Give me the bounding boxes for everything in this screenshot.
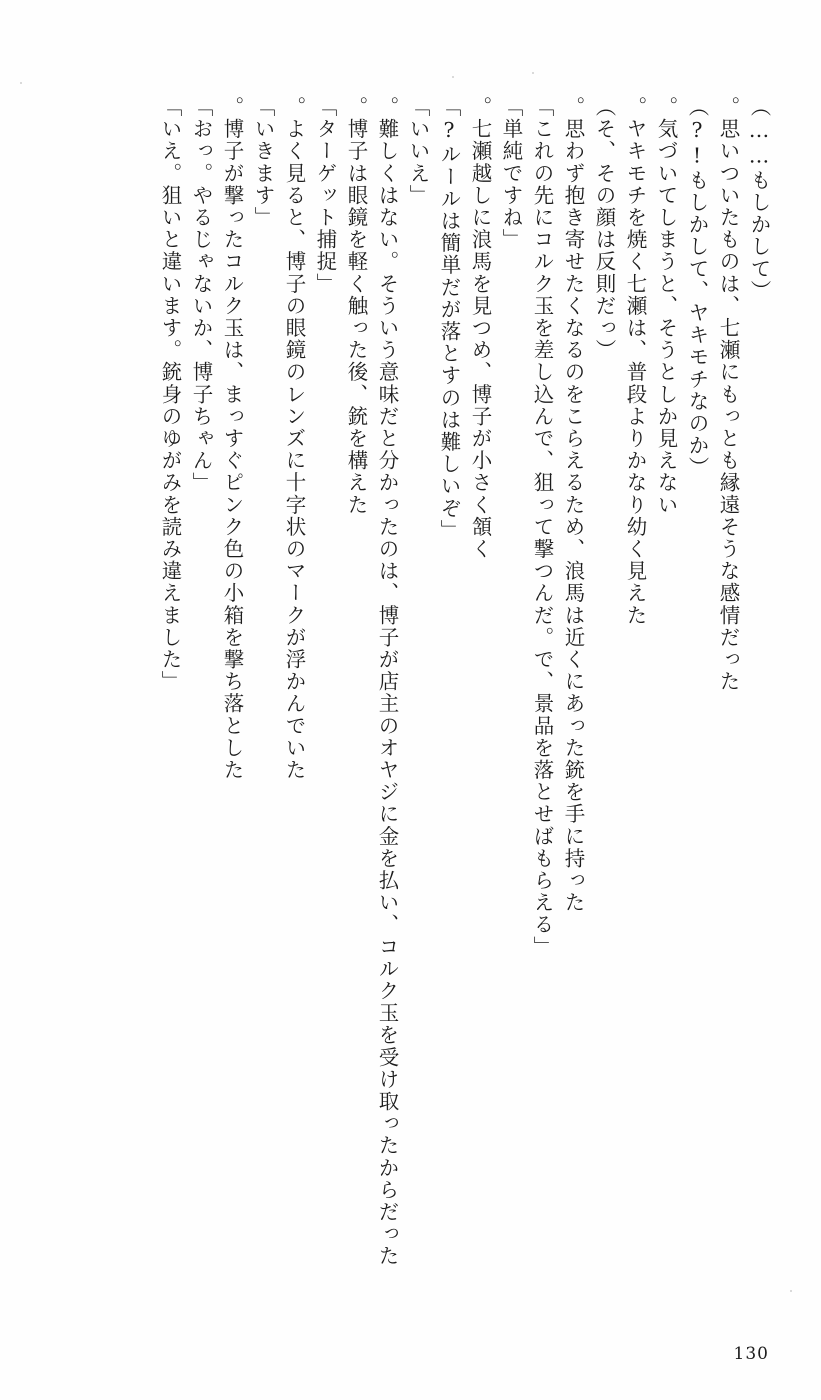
paper-speckle: [452, 76, 454, 78]
text-line: 「いいえ」: [406, 96, 430, 207]
text-line: 「いきます」: [251, 96, 275, 229]
text-line: ヤキモチを焼く七瀬は、普段よりかなり幼く見えた。: [623, 96, 647, 649]
text-line: 難しくはない。そういう意味だと分かったのは、博子が店主のオヤジに金を払い、コルク玉を受け取ったからだった。: [375, 96, 399, 1290]
text-line: 「ルールは簡単だが落とすのは難しいぞ?」: [437, 96, 461, 542]
page-number: 130: [733, 1344, 769, 1364]
text-line: 思いついたものは、七瀬にもっとも縁遠そうな感情だった。: [716, 96, 740, 715]
text-line: 気づいてしまうと、そうとしか見えない。: [654, 96, 678, 539]
text-line: （そ、その顔は反則だっ）: [592, 96, 616, 362]
text-line: 博子は眼鏡を軽く触った後、銃を構えた。: [344, 96, 368, 539]
text-line: 「単純ですね」: [499, 96, 523, 251]
text-line: 「いえ。狙いと違います。銃身のゆがみを読み違えました」: [158, 96, 182, 693]
paper-speckle: [20, 82, 22, 84]
text-line: 「おっ。やるじゃないか、博子ちゃん」: [189, 96, 213, 494]
text-line: 博子が撃ったコルク玉は、まっすぐピンク色の小箱を撃ち落とした。: [220, 96, 244, 804]
text-line: よく見ると、博子の眼鏡のレンズに十字状のマークが浮かんでいた。: [282, 96, 306, 804]
text-line: 「これの先にコルク玉を差し込んで、狙って撃つんだ。で、景品を落とせばもらえる」: [530, 96, 554, 958]
text-line: 思わず抱き寄せたくなるのをこらえるため、浪馬は近くにあった銃を手に持った。: [561, 96, 585, 936]
text-line: （もしかして……）: [747, 96, 771, 302]
text-line: 「ターゲット捕捉」: [313, 96, 337, 295]
paper-speckle: [790, 1290, 792, 1292]
paper-speckle: [532, 72, 534, 74]
text-line: （もしかして、ヤキモチなのか!?）: [685, 96, 709, 479]
vertical-text-body: [69, 96, 771, 1290]
text-line: 七瀬越しに浪馬を見つめ、博子が小さく頷く。: [468, 96, 492, 583]
